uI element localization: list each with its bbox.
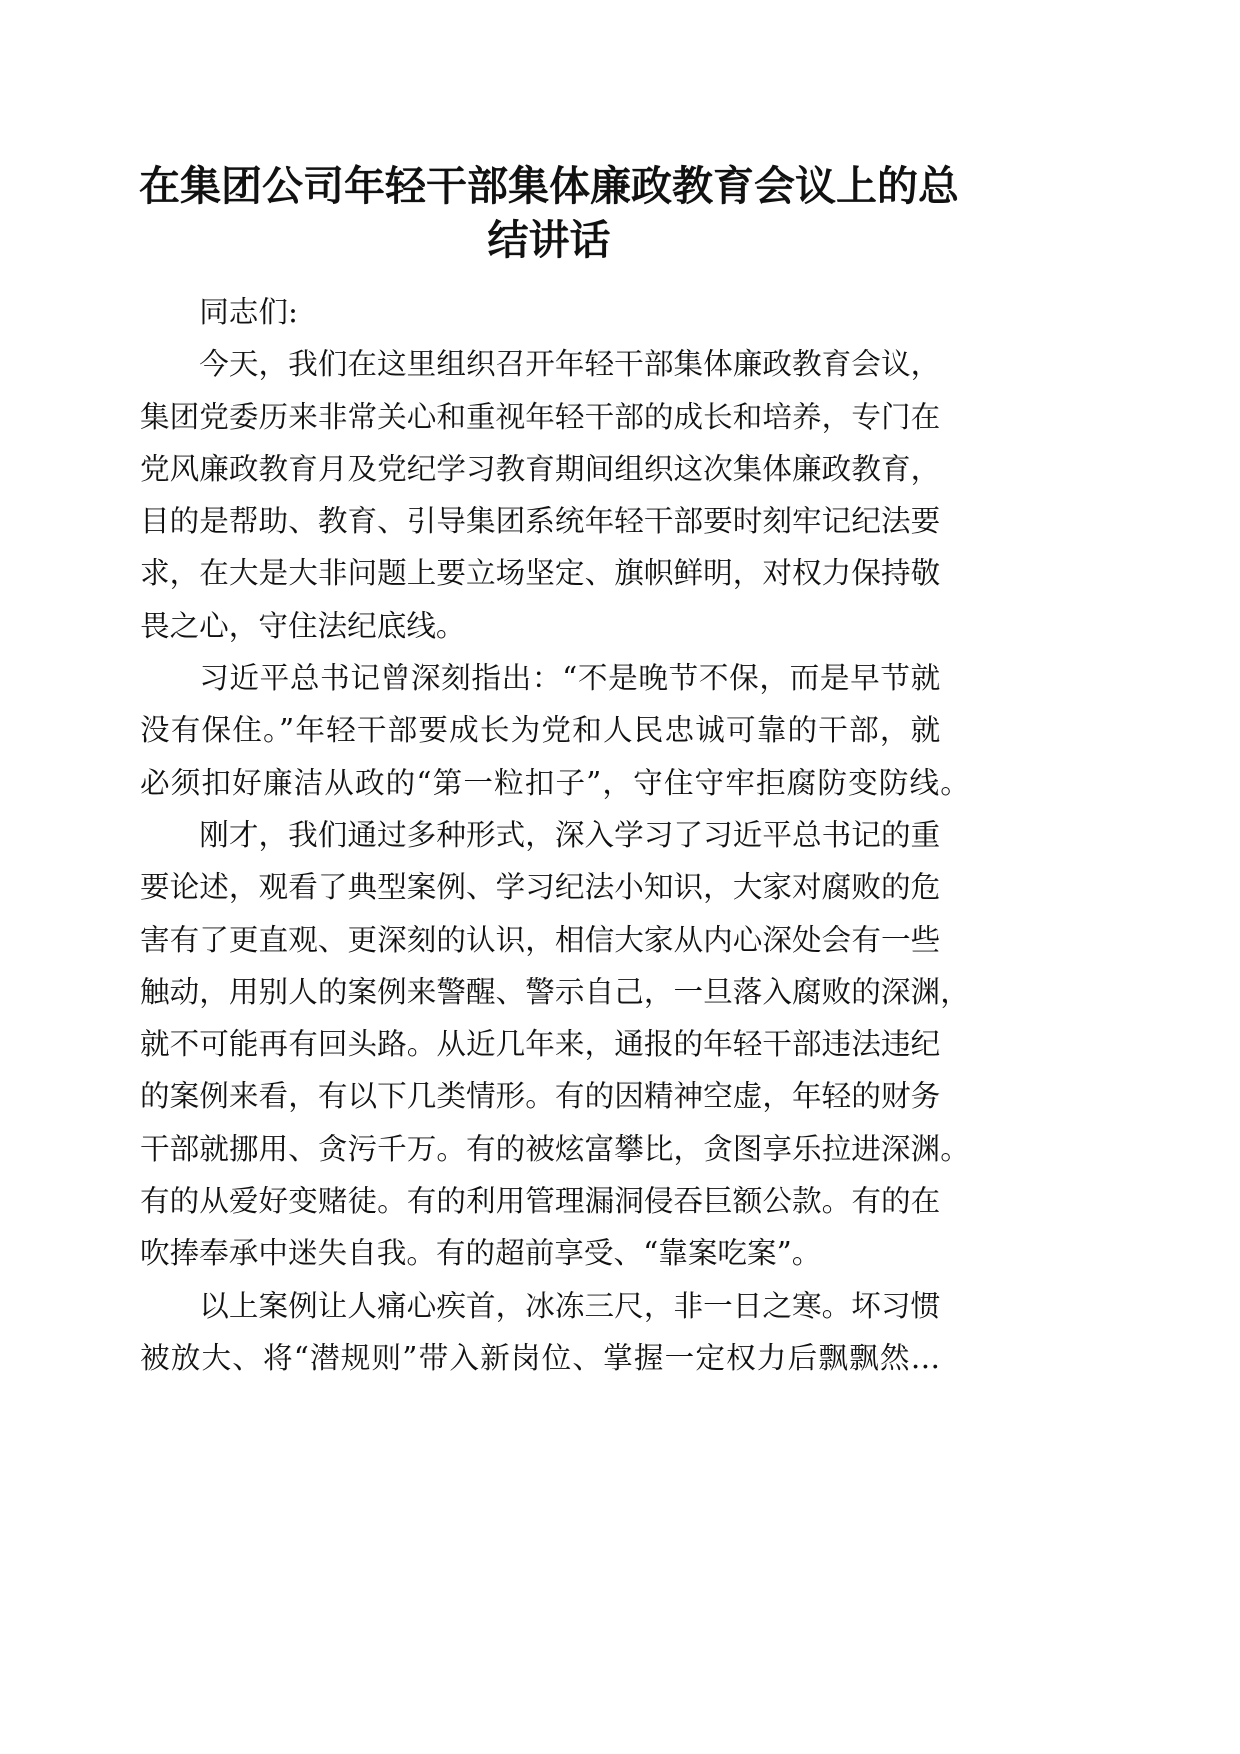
- salutation: 同志们:: [199, 295, 298, 329]
- text-line: 畏之心，守住法纪底线。: [140, 608, 466, 643]
- paragraph: [140, 809, 1040, 1280]
- text-line: 目的是帮助、教育、引导集团系统年轻干部要时刻牢记纪法要: [140, 504, 941, 539]
- text-line: 习近平总书记曾深刻指出：“不是晚节不保，而是早节就: [199, 661, 941, 696]
- text-line: 求，在大是大非问题上要立场坚定、旗帜鲜明，对权力保持敬: [140, 556, 941, 591]
- paragraph: [140, 652, 1040, 809]
- text-line: 以上案例让人痛心疾首，冰冻三尺，非一日之寒。坏习惯: [199, 1288, 941, 1323]
- text-line: 有的从爱好变赌徒。有的利用管理漏洞侵吞巨额公款。有的在: [140, 1184, 941, 1219]
- text-line: 党风廉政教育月及党纪学习教育期间组织这次集体廉政教育，: [140, 451, 941, 486]
- text-line: 被放大、将“潜规则”带入新岗位、掌握一定权力后飘飘然…: [140, 1340, 941, 1375]
- title-line: 在集团公司年轻干部集体廉政教育会议上的总: [139, 162, 959, 210]
- text-line: 就不可能再有回头路。从近几年来，通报的年轻干部违法违纪: [140, 1027, 941, 1062]
- text-line: 刚才，我们通过多种形式，深入学习了习近平总书记的重: [199, 817, 941, 852]
- text-line: 害有了更直观、更深刻的认识，相信大家从内心深处会有一些: [140, 922, 941, 957]
- text-line: 的案例来看，有以下几类情形。有的因精神空虚，年轻的财务: [140, 1079, 941, 1114]
- text-line: 集团党委历来非常关心和重视年轻干部的成长和培养，专门在: [140, 399, 941, 434]
- text-line: 触动，用别人的案例来警醒、警示自己，一旦落入腐败的深渊，: [140, 974, 970, 1009]
- text-line: 要论述，观看了典型案例、学习纪法小知识，大家对腐败的危: [140, 870, 941, 905]
- text-line: 没有保住。”年轻干部要成长为党和人民忠诚可靠的干部，就: [140, 713, 941, 748]
- document-title: [124, 159, 974, 267]
- text-line: 干部就挪用、贪污千万。有的被炫富攀比，贪图享乐拉进深渊。: [140, 1131, 970, 1166]
- title-line: 结讲话: [487, 216, 611, 264]
- paragraph: [140, 338, 1040, 652]
- paragraph: [140, 1280, 1040, 1385]
- document-body: [140, 286, 1040, 1384]
- text-line: 吹捧奉承中迷失自我。有的超前享受、“靠案吃案”。: [140, 1236, 822, 1271]
- text-line: 今天，我们在这里组织召开年轻干部集体廉政教育会议，: [199, 347, 941, 382]
- text-line: 必须扣好廉洁从政的“第一粒扣子”，守住守牢拒腐防变防线。: [140, 765, 970, 800]
